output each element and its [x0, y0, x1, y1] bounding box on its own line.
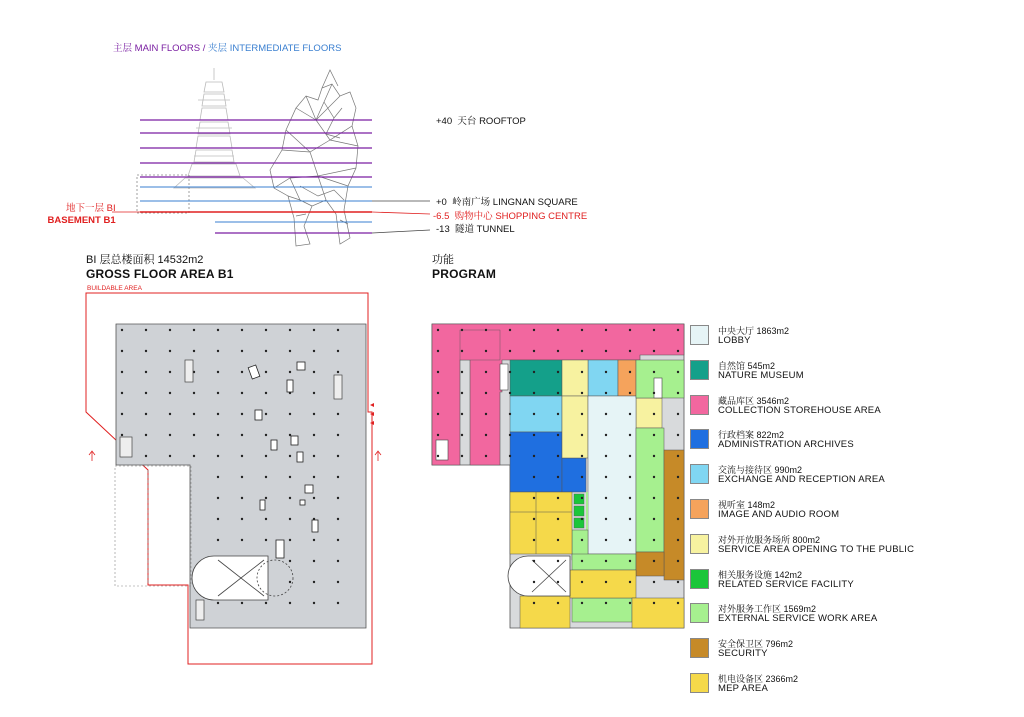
legend-label-cn: 藏品库区 3546m2	[718, 395, 790, 406]
column-dot	[581, 539, 583, 541]
level-lingnan-square: +0 岭南广场 LINGNAN SQUARE	[436, 197, 578, 208]
legend-item	[690, 533, 990, 557]
column-dot	[437, 329, 439, 331]
legend-label-en: EXTERNAL SERVICE WORK AREA	[718, 613, 878, 625]
column-dot	[485, 350, 487, 352]
legend-label-cn: 安全保卫区 796m2	[718, 639, 794, 650]
column-dot	[557, 455, 559, 457]
column-dot	[653, 455, 655, 457]
gross-floor-area-cn: BI 层总楼面积 14532m2	[86, 254, 204, 266]
column-dot	[653, 329, 655, 331]
column-dot	[557, 413, 559, 415]
zone-administration-archives	[510, 432, 562, 492]
column-dot	[557, 392, 559, 394]
column-dot	[653, 581, 655, 583]
column-dot	[605, 371, 607, 373]
column-dot	[437, 392, 439, 394]
column-dot	[485, 329, 487, 331]
column-dot	[629, 413, 631, 415]
column-dot	[581, 518, 583, 520]
column-dot	[485, 392, 487, 394]
legend-label-en: NATURE MUSEUM	[718, 369, 804, 381]
column-dot	[581, 371, 583, 373]
legend-swatch	[690, 534, 709, 554]
column-dot	[605, 497, 607, 499]
legend-label-cn: 对外服务工作区 1569m2	[718, 604, 817, 615]
legend-item	[690, 324, 990, 348]
column-dot	[653, 497, 655, 499]
column-dot	[557, 581, 559, 583]
column-dot	[605, 350, 607, 352]
column-dot	[629, 581, 631, 583]
buildable-area-label: BUILDABLE AREA	[87, 285, 142, 292]
intermediate-floors-en: INTERMEDIATE FLOORS	[229, 43, 342, 54]
column-dot	[437, 371, 439, 373]
column-dot	[461, 434, 463, 436]
column-dot	[533, 329, 535, 331]
legend-item	[690, 359, 990, 383]
main-floors-en: MAIN FLOORS	[134, 43, 201, 54]
column-dot	[677, 413, 679, 415]
column-dot	[581, 329, 583, 331]
column-dot	[605, 392, 607, 394]
legend-label-cn: 对外开放服务场所 800m2	[718, 534, 821, 545]
column-dot	[629, 371, 631, 373]
legend-label-en: SECURITY	[718, 648, 768, 660]
column-dot	[533, 413, 535, 415]
legend-label-en: LOBBY	[718, 335, 751, 346]
legend-item	[690, 428, 990, 452]
column-dot	[581, 392, 583, 394]
column-dot	[509, 371, 511, 373]
column-dot	[557, 539, 559, 541]
column-dot	[485, 371, 487, 373]
legend-label-cn: 视听室 148m2	[718, 500, 776, 510]
intermediate-floors-cn: 夹层	[208, 43, 228, 54]
column-dot	[533, 350, 535, 352]
column-dot	[437, 434, 439, 436]
column-dot	[581, 497, 583, 499]
legend-item	[690, 498, 990, 522]
legend-label-en: RELATED SERVICE FACILITY	[718, 578, 854, 590]
legend-item	[690, 637, 990, 661]
column-dot	[629, 539, 631, 541]
column-dot	[605, 413, 607, 415]
zone-lobby	[588, 396, 636, 554]
column-dot	[581, 560, 583, 562]
column-dot	[629, 455, 631, 457]
legend-swatch	[690, 569, 709, 589]
legend-label-cn: 自然馆 545m2	[718, 360, 776, 371]
column-dot	[677, 497, 679, 499]
column-dot	[461, 329, 463, 331]
legend-label-en: ADMINISTRATION ARCHIVES	[718, 439, 854, 451]
column-dot	[677, 581, 679, 583]
column-dot	[581, 434, 583, 436]
column-dot	[509, 455, 511, 457]
column-dot	[653, 434, 655, 436]
legend-swatch	[690, 673, 709, 693]
legend-swatch	[690, 360, 709, 380]
column-dot	[653, 350, 655, 352]
legend-swatch	[690, 429, 709, 449]
column-dot	[557, 329, 559, 331]
column-dot	[533, 560, 535, 562]
column-dot	[605, 602, 607, 604]
column-dot	[533, 434, 535, 436]
column-dot	[629, 350, 631, 352]
column-dot	[557, 434, 559, 436]
column-dot	[509, 413, 511, 415]
legend-label-en: EXCHANGE AND RECEPTION AREA	[718, 474, 885, 486]
column-dot	[533, 476, 535, 478]
column-dot	[461, 413, 463, 415]
column-dot	[533, 392, 535, 394]
column-dot	[629, 602, 631, 604]
column-dot	[533, 518, 535, 520]
legend-item	[690, 672, 990, 696]
zone-public-service	[562, 360, 588, 396]
legend-item	[690, 394, 990, 418]
column-dot	[677, 434, 679, 436]
column-dot	[653, 518, 655, 520]
legend-label-cn: 中央大厅 1863m2	[718, 326, 790, 336]
column-dot	[629, 497, 631, 499]
column-dot	[677, 371, 679, 373]
column-dot	[533, 602, 535, 604]
column-dot	[605, 518, 607, 520]
basement-label-en: BASEMENT B1	[47, 215, 116, 226]
legend-swatch	[690, 603, 709, 623]
column-dot	[557, 602, 559, 604]
column-dot	[677, 539, 679, 541]
legend-swatch	[690, 638, 709, 658]
column-dot	[557, 350, 559, 352]
column-dot	[581, 581, 583, 583]
column-dot	[581, 602, 583, 604]
column-dot	[461, 371, 463, 373]
column-dot	[581, 455, 583, 457]
legend-label-cn: 相关服务设施 142m2	[718, 569, 803, 580]
column-dot	[581, 476, 583, 478]
legend-swatch	[690, 464, 709, 484]
column-dot	[509, 392, 511, 394]
legend-separator: /	[202, 43, 206, 54]
column-dot	[533, 581, 535, 583]
column-dot	[461, 455, 463, 457]
column-dot	[677, 392, 679, 394]
level-shopping-centre: -6.5 购物中心 SHOPPING CENTRE	[433, 211, 588, 222]
zone-image-audio	[618, 360, 636, 396]
column-dot	[461, 392, 463, 394]
column-dot	[557, 371, 559, 373]
column-dot	[533, 455, 535, 457]
column-dot	[605, 434, 607, 436]
column-dot	[509, 329, 511, 331]
column-dot	[509, 434, 511, 436]
column-dot	[557, 560, 559, 562]
column-dot	[533, 539, 535, 541]
column-dot	[461, 350, 463, 352]
column-dot	[677, 476, 679, 478]
column-dot	[605, 581, 607, 583]
legend-label-en: COLLECTION STOREHOUSE AREA	[718, 404, 881, 416]
column-dot	[677, 329, 679, 331]
column-dot	[557, 518, 559, 520]
level-rooftop: +40 天台 ROOFTOP	[436, 116, 526, 127]
column-dot	[629, 476, 631, 478]
zone-security	[664, 450, 684, 580]
legend-swatch	[690, 395, 709, 415]
legend-swatch	[690, 499, 709, 519]
legend-label-cn: 交流与接待区 990m2	[718, 465, 803, 476]
column-dot	[533, 371, 535, 373]
column-dot	[653, 392, 655, 394]
legend-item	[690, 602, 990, 626]
column-dot	[485, 455, 487, 457]
legend-label-en: IMAGE AND AUDIO ROOM	[718, 509, 840, 520]
legend-label-en: MEP AREA	[718, 683, 768, 694]
column-dot	[605, 455, 607, 457]
gross-floor-area-en: GROSS FLOOR AREA B1	[86, 267, 234, 281]
basement-label-cn: 地下一层 BI	[66, 203, 116, 214]
legend-label-cn: 行政档案 822m2	[718, 430, 785, 441]
column-dot	[677, 455, 679, 457]
column-dot	[557, 497, 559, 499]
column-dot	[677, 350, 679, 352]
legend-item	[690, 463, 990, 487]
program-cn: 功能	[432, 254, 454, 266]
column-dot	[509, 350, 511, 352]
column-dot	[605, 329, 607, 331]
column-dot	[677, 602, 679, 604]
column-dot	[437, 413, 439, 415]
column-dot	[629, 392, 631, 394]
column-dot	[629, 434, 631, 436]
column-dot	[629, 560, 631, 562]
column-dot	[653, 371, 655, 373]
level-tunnel: -13 隧道 TUNNEL	[436, 224, 515, 235]
column-dot	[629, 329, 631, 331]
column-dot	[581, 413, 583, 415]
column-dot	[533, 497, 535, 499]
column-dot	[653, 539, 655, 541]
column-dot	[437, 350, 439, 352]
column-dot	[485, 434, 487, 436]
column-dot	[437, 455, 439, 457]
legend-swatch	[690, 325, 709, 345]
zone-nature-museum	[510, 360, 562, 396]
column-dot	[677, 560, 679, 562]
column-dot	[605, 476, 607, 478]
column-dot	[605, 539, 607, 541]
legend-label-cn: 机电设备区 2366m2	[718, 674, 799, 684]
zone-exchange-reception	[510, 396, 562, 432]
column-dot	[653, 476, 655, 478]
column-dot	[581, 350, 583, 352]
program-en: PROGRAM	[432, 267, 497, 281]
zone-mep	[510, 492, 572, 554]
legend-label-en: SERVICE AREA OPENING TO THE PUBLIC	[718, 543, 915, 555]
column-dot	[557, 476, 559, 478]
column-dot	[605, 560, 607, 562]
column-dot	[629, 518, 631, 520]
main-floors-cn: 主层	[113, 43, 133, 54]
column-dot	[653, 560, 655, 562]
legend-item	[690, 568, 990, 592]
column-dot	[485, 413, 487, 415]
column-dot	[653, 602, 655, 604]
column-dot	[677, 518, 679, 520]
column-dot	[653, 413, 655, 415]
